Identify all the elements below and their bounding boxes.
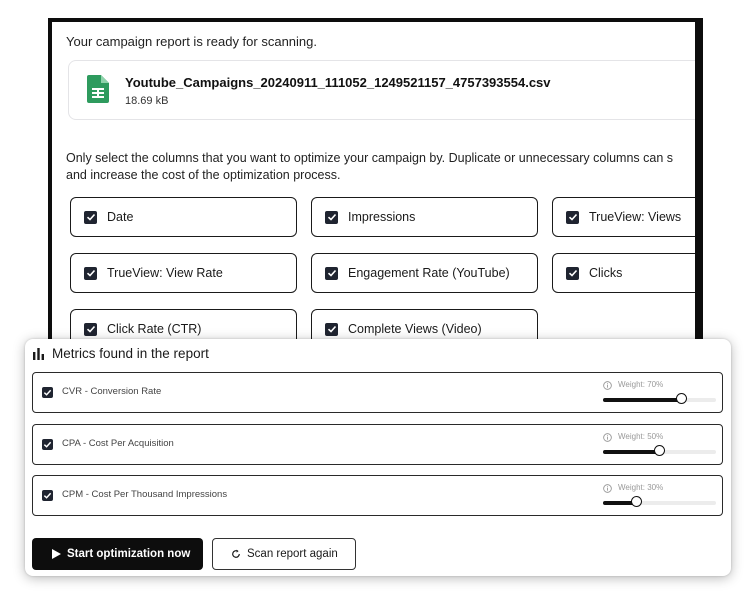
weight-slider-fill [603, 450, 660, 454]
weight-text: Weight: 70% [618, 380, 664, 389]
checkbox-checked-icon[interactable] [84, 267, 97, 280]
file-size: 18.69 kB [125, 95, 169, 107]
weight-slider[interactable] [603, 501, 716, 505]
weight-control [603, 484, 716, 508]
column-option-label: Impressions [348, 210, 416, 224]
file-name: Youtube_Campaigns_20240911_111052_1249521157_4757393554.csv [125, 75, 551, 90]
checkbox-checked-icon[interactable] [42, 490, 53, 501]
scan-report-again-label: Scan report again [247, 548, 338, 560]
checkbox-checked-icon[interactable] [325, 211, 338, 224]
column-option-label: Engagement Rate (YouTube) [348, 266, 510, 280]
metric-label: CVR - Conversion Rate [62, 386, 162, 397]
spreadsheet-file-icon [87, 75, 109, 103]
column-instructions [66, 150, 703, 184]
weight-slider-fill [603, 398, 682, 402]
instructions-line-1: Only select the columns that you want to optimize your campaign by. Duplicate or unnecessary columns can s [66, 151, 674, 165]
scan-report-again-button[interactable] [212, 538, 356, 570]
metric-label: CPM - Cost Per Thousand Impressions [62, 489, 228, 500]
metrics-card [25, 339, 731, 576]
column-option-impressions[interactable] [311, 197, 538, 237]
checkbox-checked-icon[interactable] [325, 267, 338, 280]
checkbox-checked-icon[interactable] [325, 323, 338, 336]
weight-text: Weight: 30% [618, 483, 664, 492]
info-icon[interactable] [603, 484, 612, 493]
weight-slider-thumb[interactable] [631, 496, 642, 507]
checkbox-checked-icon[interactable] [566, 267, 579, 280]
info-icon[interactable] [603, 381, 612, 390]
weight-slider[interactable] [603, 398, 716, 402]
column-option-trueview-view-rate[interactable] [70, 253, 297, 293]
column-option-label: Date [107, 210, 134, 224]
metric-label: CPA - Cost Per Acquisition [62, 438, 174, 449]
column-option-date[interactable] [70, 197, 297, 237]
weight-slider-thumb[interactable] [676, 393, 687, 404]
column-option-label: TrueView: Views [589, 210, 682, 224]
checkbox-checked-icon[interactable] [84, 323, 97, 336]
column-option-engagement-rate[interactable] [311, 253, 538, 293]
metrics-title: Metrics found in the report [52, 346, 209, 361]
column-option-label: Click Rate (CTR) [107, 322, 202, 336]
checkbox-checked-icon[interactable] [42, 439, 53, 450]
info-icon[interactable] [603, 433, 612, 442]
metric-row-cpa [32, 424, 723, 465]
weight-slider-thumb[interactable] [654, 445, 665, 456]
bar-chart-icon [33, 348, 45, 360]
weight-control [603, 381, 716, 405]
start-optimization-button[interactable] [32, 538, 203, 570]
metrics-header [33, 346, 209, 361]
play-icon [52, 549, 61, 559]
report-ready-message: Your campaign report is ready for scanning. [66, 34, 317, 49]
checkbox-checked-icon[interactable] [566, 211, 579, 224]
weight-control [603, 433, 716, 457]
uploaded-file-card [68, 60, 703, 120]
start-optimization-label: Start optimization now [67, 548, 191, 560]
checkbox-checked-icon[interactable] [84, 211, 97, 224]
column-option-trueview-views[interactable] [552, 197, 703, 237]
column-option-label: Clicks [589, 266, 623, 280]
weight-slider[interactable] [603, 450, 716, 454]
metric-row-cvr [32, 372, 723, 413]
column-option-clicks[interactable] [552, 253, 703, 293]
column-option-label: Complete Views (Video) [348, 322, 482, 336]
checkbox-checked-icon[interactable] [42, 387, 53, 398]
column-option-label: TrueView: View Rate [107, 266, 223, 280]
weight-text: Weight: 50% [618, 432, 664, 441]
metric-row-cpm [32, 475, 723, 516]
instructions-line-2: and increase the cost of the optimization process. [66, 168, 341, 182]
refresh-icon [231, 549, 241, 559]
